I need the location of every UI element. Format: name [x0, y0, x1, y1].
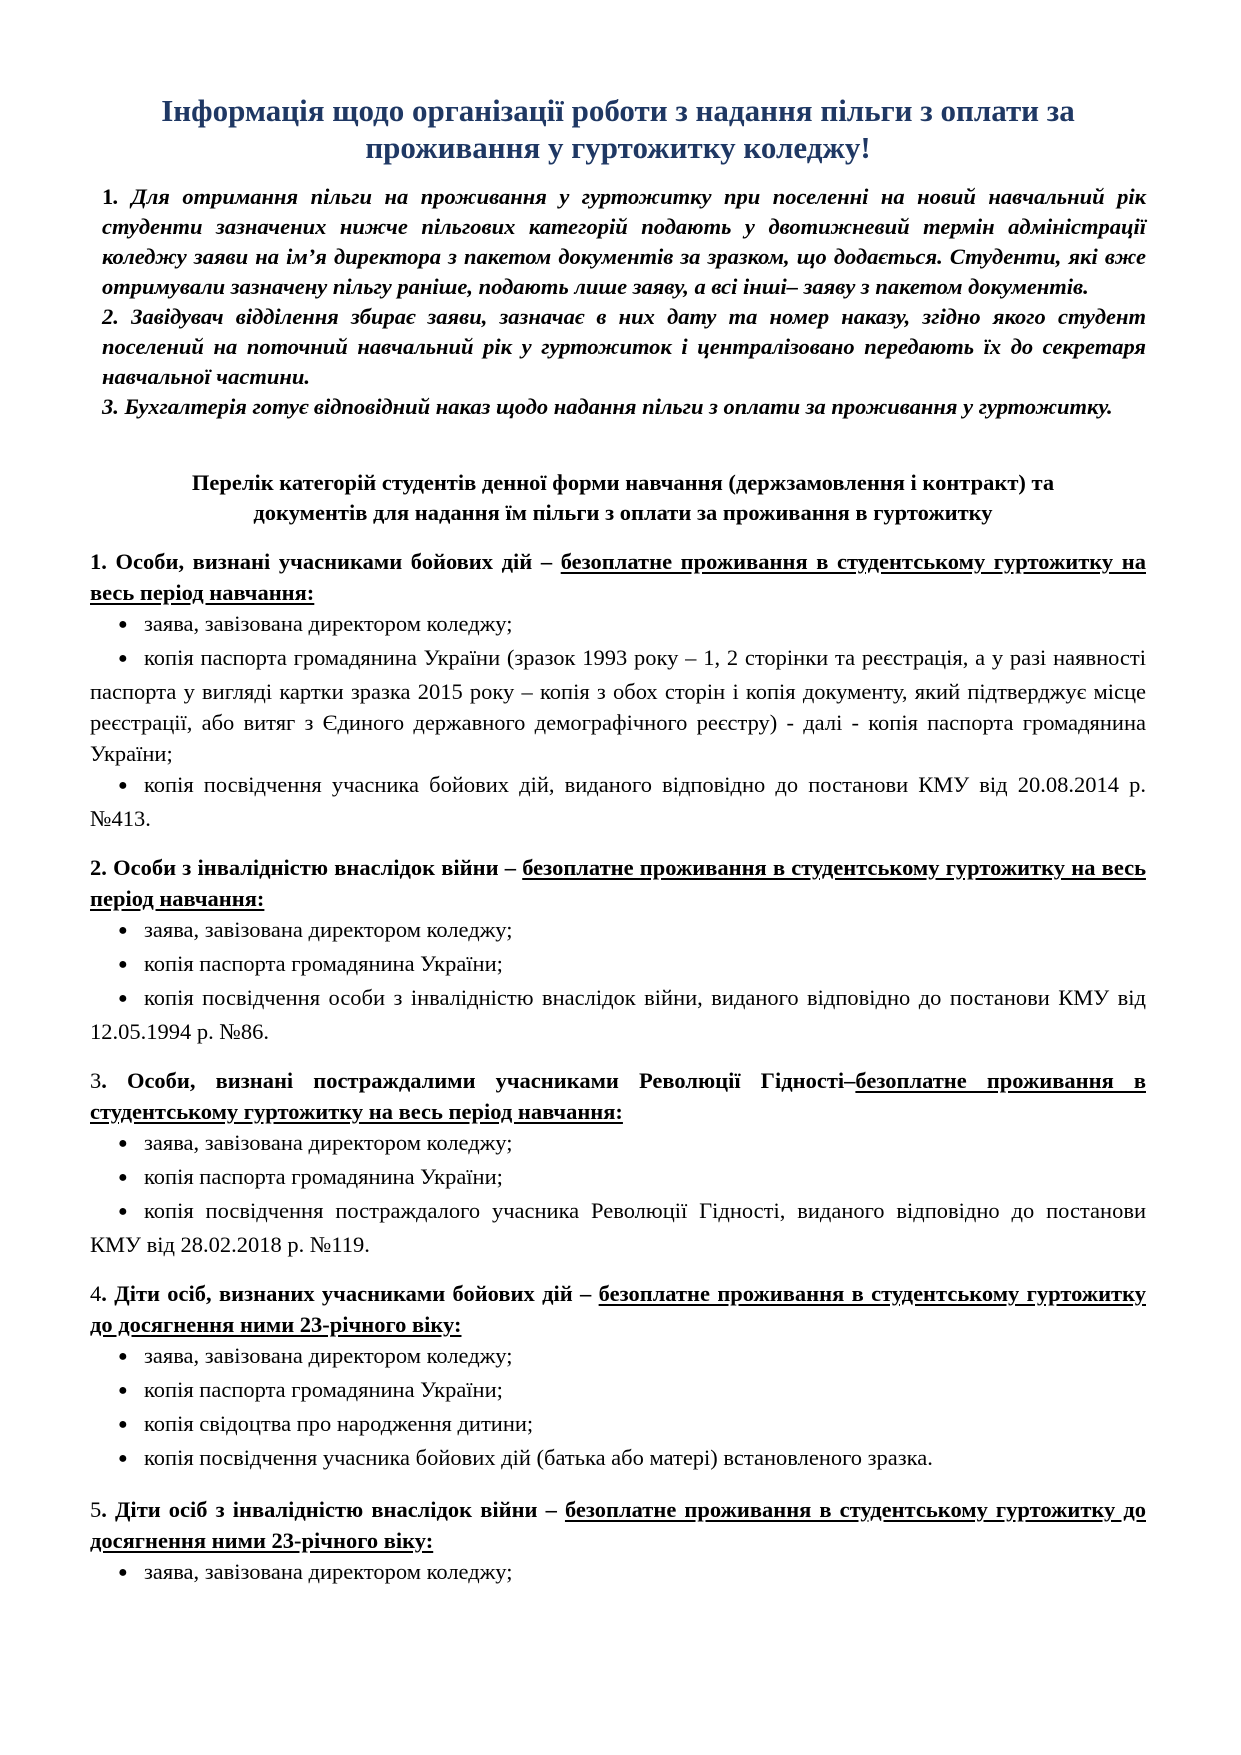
list-item-text: копія посвідчення особи з інвалідністю внаслідок війни, виданого відповідно до постанови КМУ від 12.05.1994 р. №86. — [90, 985, 1146, 1044]
bullet-icon: ● — [118, 1348, 128, 1365]
bullet-icon: ● — [118, 1416, 128, 1433]
bullet-icon: ● — [118, 1564, 128, 1581]
bullet-icon: ● — [118, 1382, 128, 1399]
category-number: 1. — [90, 549, 107, 574]
intro-paragraph-3: 3. Бухгалтерія готує відповідний наказ щодо надання пільги з оплати за проживання у гуртожитку. — [102, 394, 1113, 419]
category-number: 5 — [90, 1497, 102, 1522]
page-title-line1: Інформація щодо організації роботи з надання пільги з оплати за — [161, 93, 1075, 128]
bullet-icon: ● — [118, 1135, 128, 1152]
list-item — [90, 982, 1146, 1047]
list-item-text: копія паспорта громадянина України; — [144, 1377, 503, 1402]
bullet-icon: ● — [118, 1169, 128, 1186]
category-benefit: безоплатне проживання в студентському гуртожитку до досягнення ними 23-річного віку: — [90, 1497, 1146, 1553]
intro-paragraph-1 — [102, 182, 1146, 302]
category-title: Особи, визнані учасниками бойових дій – — [106, 549, 561, 574]
category-number: 2. — [90, 855, 107, 880]
page-title-line2: проживання у гуртожитку коледжу! — [365, 130, 871, 165]
bullet-icon: ● — [118, 956, 128, 973]
list-item — [90, 1340, 1146, 1374]
list-item-text: копія свідоцтва про народження дитини; — [144, 1411, 534, 1436]
document-list — [90, 1127, 1146, 1260]
category-benefit: безоплатне проживання в студентському гуртожитку на весь період навчання: — [90, 1068, 1146, 1124]
list-item-text: копія посвідчення учасника бойових дій (батька або матері) встановленого зразка. — [144, 1445, 933, 1470]
category-3 — [90, 1065, 1146, 1260]
intro-paragraph-1-text: . Для отримання пільги на проживання у гуртожитку при поселенні на новий навчальний рік студенти зазначених нижче пільгових категорій подають у двотижневий термін адміністрації коледжу заяви на ім’я директора з пакетом документів за зразком, що додається. Студенти, які вже отримували зазначену пільгу раніше, подають лише заяву, а всі інші– заяву з пакетом документів. — [102, 184, 1146, 299]
bullet-icon: ● — [118, 616, 128, 633]
list-item-text: копія паспорта громадянина України (зразок 1993 року – 1, 2 сторінки та реєстрація, а у разі наявності паспорта у вигляді картки зразка 2015 року – копія з обох сторін і копія документу, який підтверджує місце реєстрації, або витяг з Єдиного державного демографічного реєстру) - далі - копія паспорта громадянина України; — [90, 645, 1146, 766]
list-item-text: заява, завізована директором коледжу; — [144, 1559, 513, 1584]
category-title: . Діти осіб з інвалідністю внаслідок війни – — [101, 1497, 565, 1522]
category-benefit: безоплатне проживання в студентському гуртожитку на весь період навчання: — [90, 855, 1146, 911]
bullet-icon: ● — [118, 777, 128, 794]
category-title: . Особи, визнані постраждалими учасниками Революції Гідності– — [101, 1068, 856, 1093]
list-item — [90, 1195, 1146, 1260]
category-title: Особи з інвалідністю внаслідок війни – — [106, 855, 523, 880]
document-list — [90, 608, 1146, 834]
list-item-text: копія паспорта громадянина України; — [144, 951, 503, 976]
intro-section — [102, 182, 1146, 422]
category-benefit: безоплатне проживання в студентському гуртожитку до досягнення ними 23-річного віку: — [90, 1281, 1146, 1337]
category-number: 3 — [90, 1068, 102, 1093]
bullet-icon: ● — [118, 1203, 128, 1220]
document-list — [90, 1340, 1146, 1476]
category-number: 4 — [90, 1281, 102, 1306]
category-benefit: безоплатне проживання в студентському гуртожитку на весь період навчання: — [90, 549, 1146, 605]
categories-list-title — [90, 468, 1146, 528]
category-heading — [90, 1494, 1146, 1556]
list-item — [90, 1442, 1146, 1476]
page-title — [90, 92, 1146, 166]
categories-list-title-line1: Перелік категорій студентів денної форми навчання (держзамовлення і контракт) та — [191, 470, 1055, 495]
category-title: . Діти осіб, визнаних учасниками бойових дій – — [101, 1281, 599, 1306]
category-heading — [90, 1065, 1146, 1127]
intro-paragraph-1-number: 1 — [102, 184, 114, 209]
categories-list-title-line2: документів для надання їм пільги з оплати за проживання в гуртожитку — [253, 500, 993, 525]
list-item — [90, 1374, 1146, 1408]
bullet-icon: ● — [118, 990, 128, 1007]
document-list — [90, 1556, 1146, 1590]
category-5 — [90, 1494, 1146, 1590]
list-item-text: заява, завізована директором коледжу; — [144, 1343, 513, 1368]
list-item-text: заява, завізована директором коледжу; — [144, 1130, 513, 1155]
list-item — [90, 1408, 1146, 1442]
list-item-text: заява, завізована директором коледжу; — [144, 917, 513, 942]
intro-paragraph-2: 2. Завідувач відділення збирає заяви, зазначає в них дату та номер наказу, згідно якого студент поселений на поточний навчальний рік у гуртожиток і централізовано передають їх до секретаря навчальної частини. — [102, 304, 1146, 389]
list-item — [90, 642, 1146, 769]
category-2 — [90, 852, 1146, 1047]
category-4 — [90, 1278, 1146, 1476]
category-heading — [90, 852, 1146, 914]
list-item — [90, 1161, 1146, 1195]
list-item — [90, 769, 1146, 834]
list-item — [90, 914, 1146, 948]
category-1 — [90, 546, 1146, 834]
bullet-icon: ● — [118, 922, 128, 939]
list-item — [90, 1127, 1146, 1161]
document-list — [90, 914, 1146, 1047]
category-heading — [90, 1278, 1146, 1340]
bullet-icon: ● — [118, 650, 128, 667]
list-item — [90, 608, 1146, 642]
category-heading — [90, 546, 1146, 608]
list-item — [90, 948, 1146, 982]
list-item-text: копія паспорта громадянина України; — [144, 1164, 503, 1189]
list-item-text: заява, завізована директором коледжу; — [144, 611, 513, 636]
list-item-text: копія посвідчення учасника бойових дій, виданого відповідно до постанови КМУ від 20.08.2014 р. №413. — [90, 772, 1146, 831]
bullet-icon: ● — [118, 1450, 128, 1467]
list-item — [90, 1556, 1146, 1590]
list-item-text: копія посвідчення постраждалого учасника Революції Гідності, виданого відповідно до постанови КМУ від 28.02.2018 р. №119. — [90, 1198, 1146, 1257]
